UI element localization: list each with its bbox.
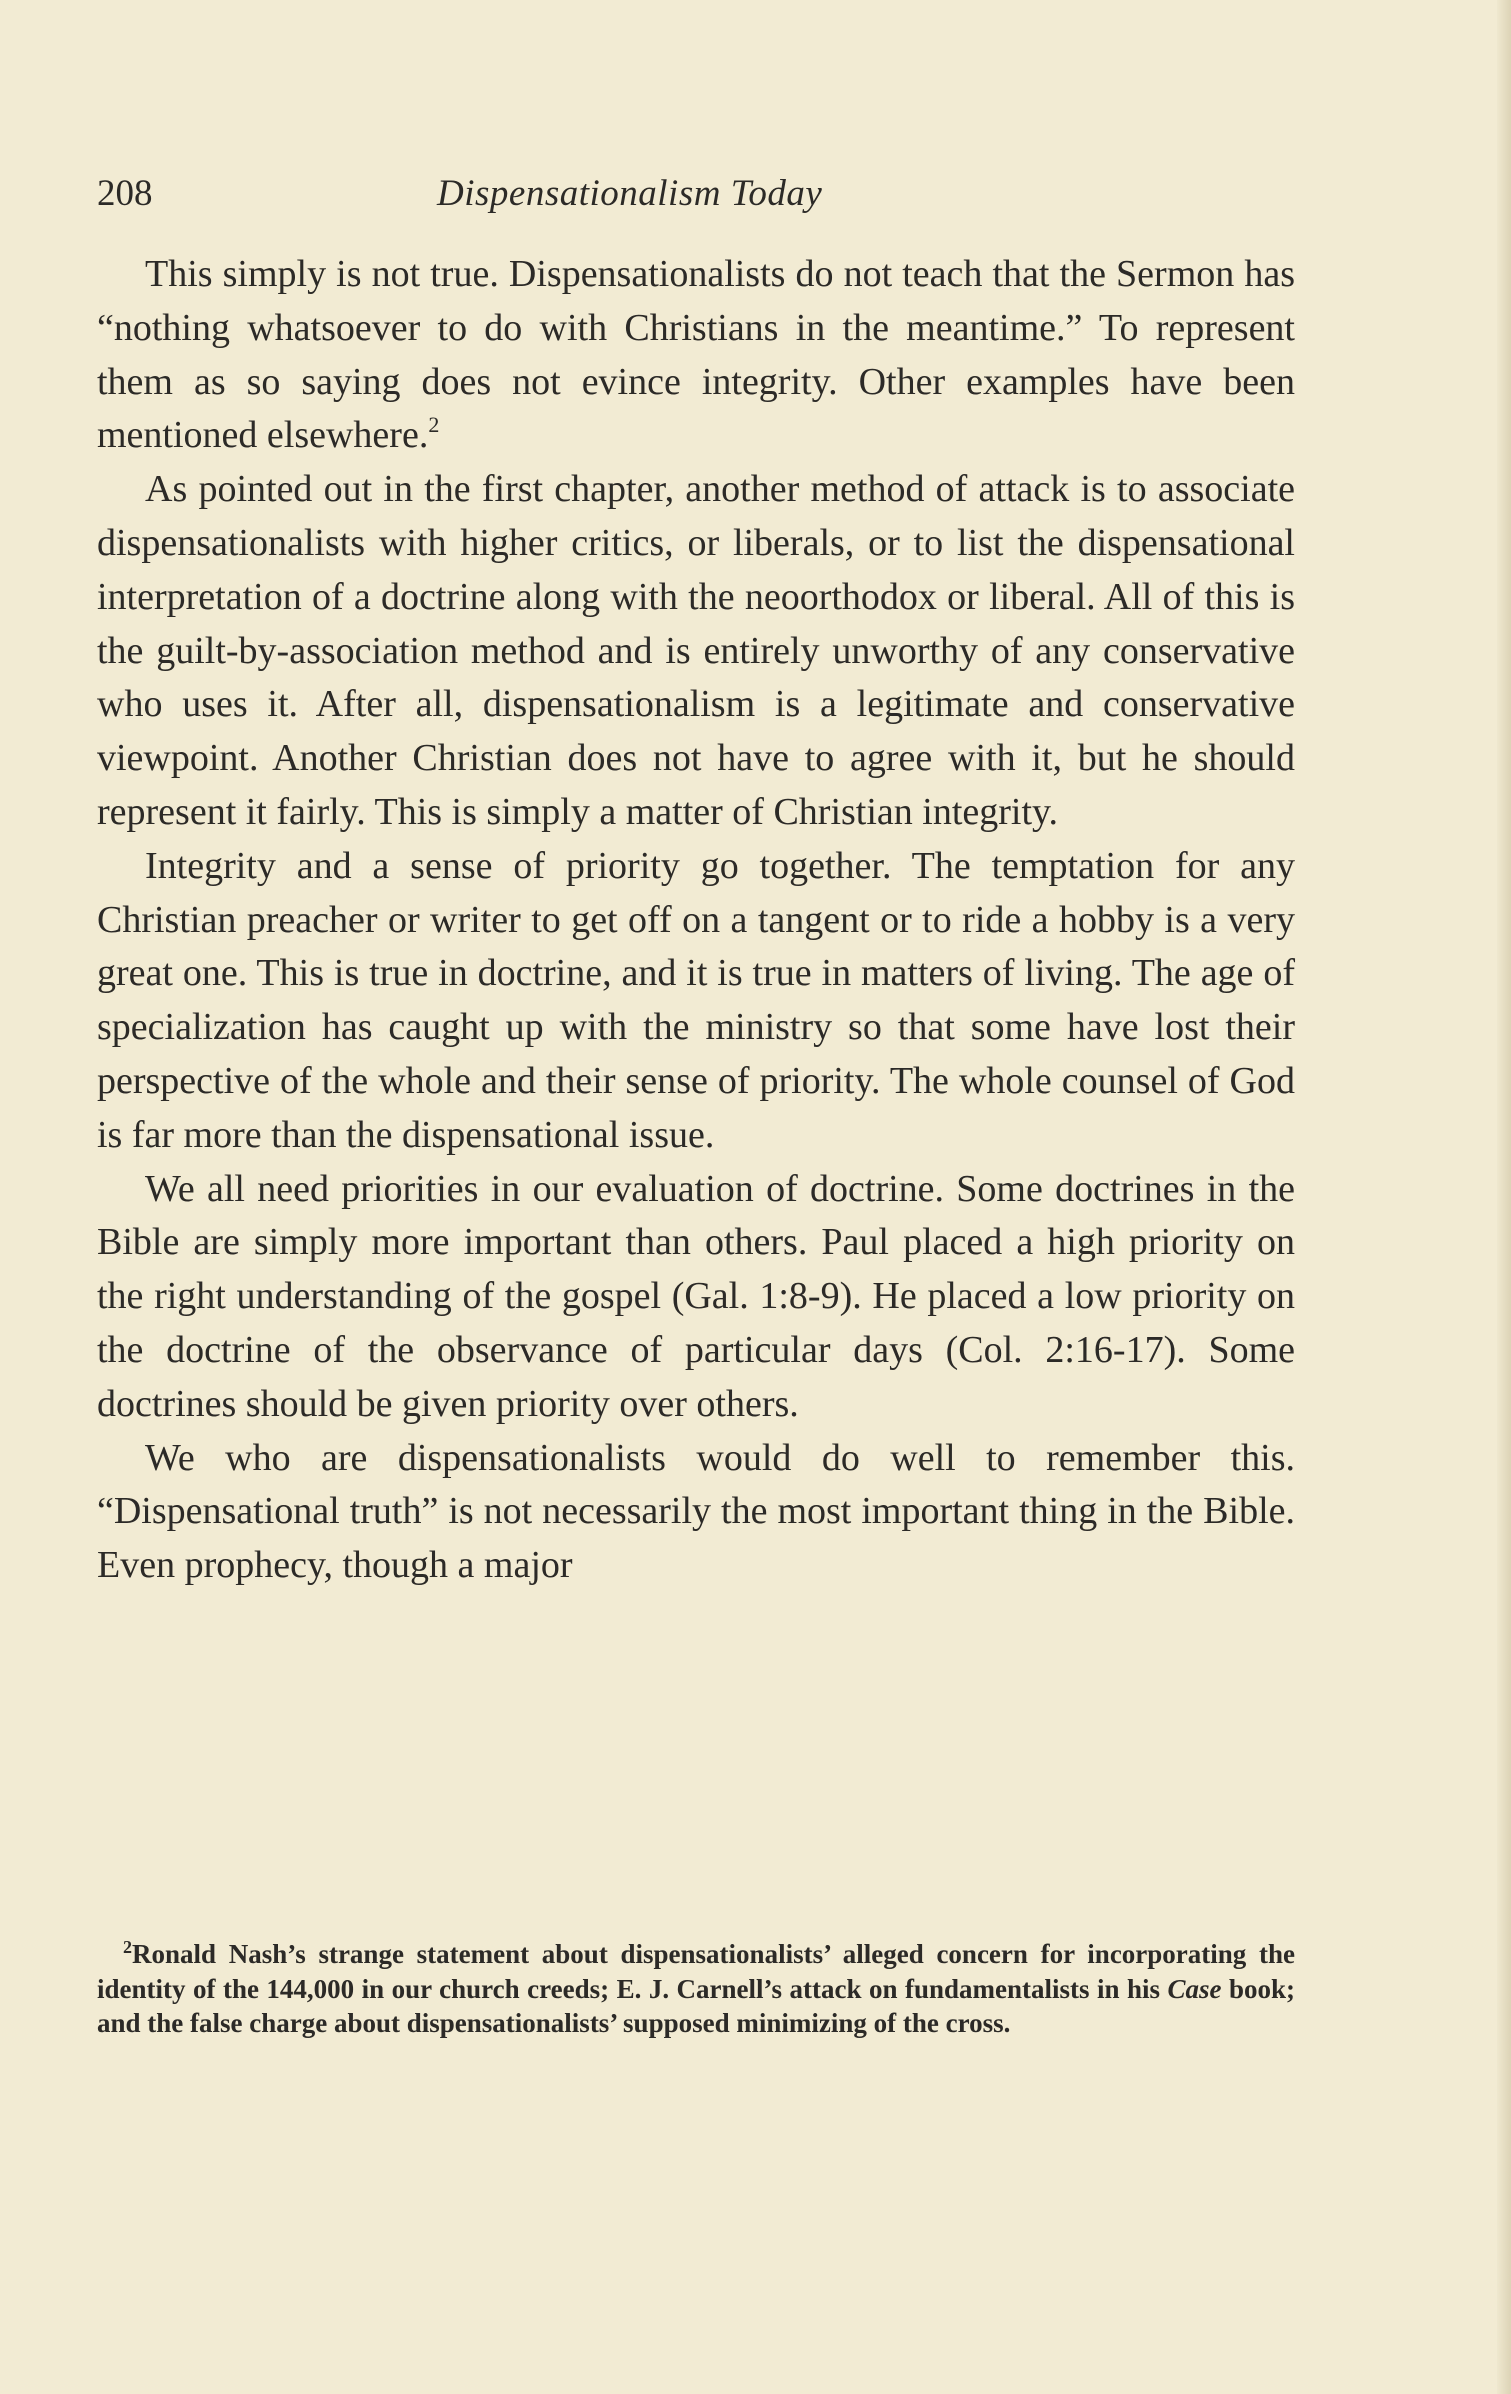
paragraph-3: Integrity and a sense of priority go together. The temptation for any Christian preacher or writer to get off on a tangent or to ride a hobby is a very great one. This is true in doctrine, and it is true in matters of living. The age of specialization has caught up with the ministry so that some have lost their perspective of the whole and their sense of priority. The whole counsel of God is far more than the dispensational issue.	[97, 844, 1295, 1156]
footnote-text-start: Ronald Nash’s strange statement about dispensationalists’ alleged concern for incorporating the identity of the 144,000 in our church creeds; E. J. Carnell’s attack on fundamentalists in his	[97, 1939, 1295, 2004]
paragraph-5: We who are dispensationalists would do well to remember this. “Dispensational truth” is not necessarily the most important thing in the Bible. Even prophecy, though a major	[97, 1436, 1295, 1587]
footnote	[97, 1937, 1295, 2041]
running-head: Dispensationalism Today	[437, 173, 823, 214]
footnote-reference: 2	[428, 412, 440, 438]
page-header	[97, 172, 1297, 232]
paragraph-1	[97, 248, 1295, 463]
footnote-text-end: book; and the false charge about dispensationalists’ supposed minimizing of the cross.	[97, 1973, 1295, 2038]
paragraph-4: We all need priorities in our evaluation of doctrine. Some doctrines in the Bible are simply more important than others. Paul placed a high priority on the right understanding of the gospel (Gal. 1:8-9). He placed a low priority on the doctrine of the observance of particular days (Col. 2:16-17). Some doctrines should be given priority over others.	[97, 1167, 1295, 1425]
paragraph-1-text: This simply is not true. Dispensationalists do not teach that the Sermon has “nothing whatsoever to do with Christians in the meantime.” To represent them as so saying does not evince integrity. Other examples have been mentioned elsewhere.	[97, 253, 1295, 457]
footnote-book-title: Case	[1167, 1973, 1222, 2004]
paragraph-2: As pointed out in the first chapter, another method of attack is to associate dispensationalists with higher critics, or liberals, or to list the dispensational interpretation of a doctrine along with the neoorthodox or liberal. All of this is the guilt-by-association method and is entirely unworthy of any conservative who uses it. After all, dispensationalism is a legitimate and conservative viewpoint. Another Christian does not have to agree with it, but he should represent it fairly. This is simply a matter of Christian integrity.	[97, 468, 1295, 833]
page-number: 208	[97, 173, 153, 214]
body-text	[97, 248, 1295, 1593]
footnote-mark: 2	[123, 1937, 132, 1957]
page-edge	[1497, 0, 1511, 2394]
